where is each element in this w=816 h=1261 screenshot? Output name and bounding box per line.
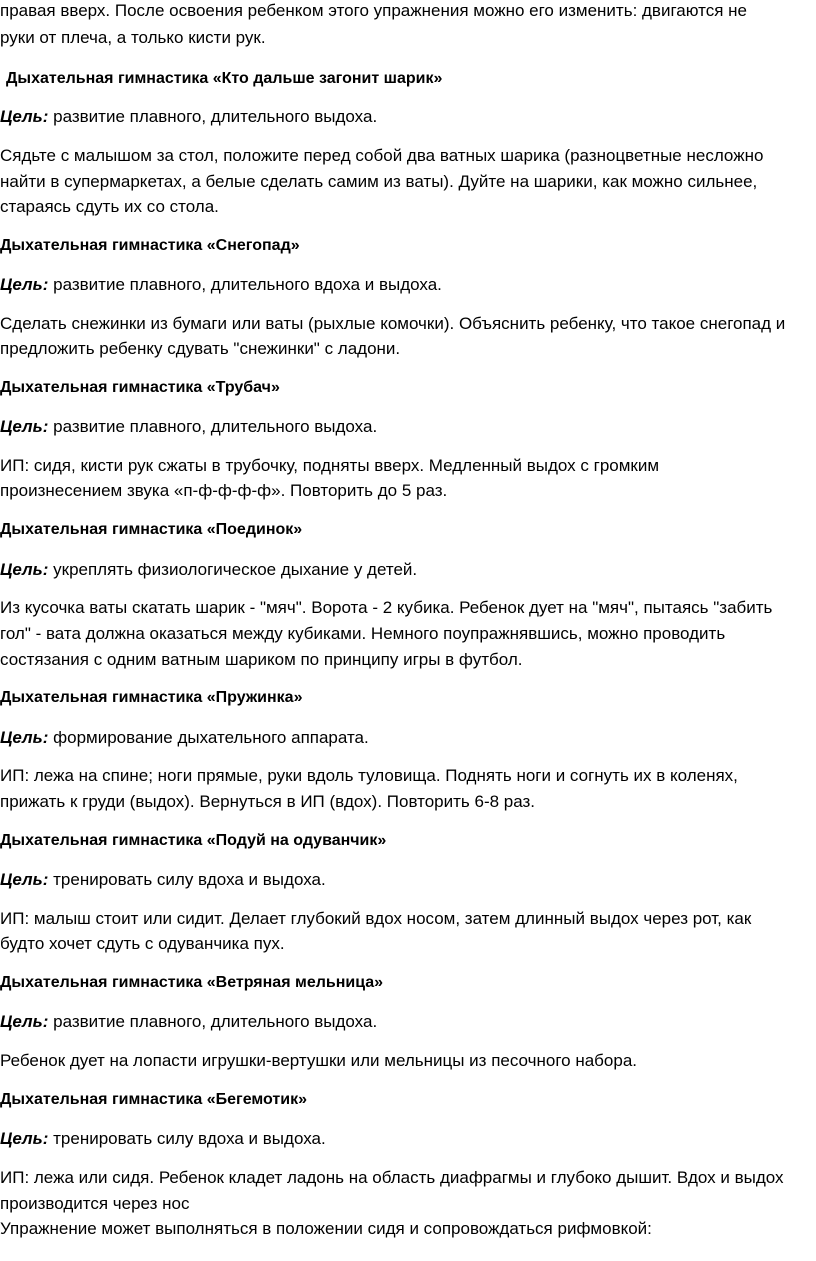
section-title: Дыхательная гимнастика «Снегопад» <box>0 237 300 254</box>
goal-text: укреплять физиологическое дыхание у детей. <box>53 560 418 579</box>
goal-label: Цель: <box>0 870 49 889</box>
goal-label: Цель: <box>0 107 49 126</box>
section-title: Дыхательная гимнастика «Бегемотик» <box>0 1091 307 1108</box>
body-line: Из кусочка ваты скатать шарик - "мяч". Ворота - 2 кубика. Ребенок дует на "мяч", пытаясь "забить <box>0 598 773 617</box>
intro-line: правая вверх. После освоения ребенком этого упражнения можно его изменить: двигаются не <box>0 1 747 20</box>
body-line: Ребенок дует на лопасти игрушки-вертушки или мельницы из песочного набора. <box>0 1051 637 1070</box>
section-title: Дыхательная гимнастика «Подуй на одуванчик» <box>0 832 387 849</box>
goal-label: Цель: <box>0 728 49 747</box>
body-line: Упражнение может выполняться в положении сидя и сопровождаться рифмовкой: <box>0 1219 652 1238</box>
goal-label: Цель: <box>0 275 49 294</box>
section-goal <box>0 728 369 748</box>
section-title: Дыхательная гимнастика «Кто дальше загонит шарик» <box>6 70 443 87</box>
section-title: Дыхательная гимнастика «Ветряная мельница» <box>0 974 384 991</box>
goal-text: развитие плавного, длительного выдоха. <box>53 107 378 126</box>
body-line: состязания с одним ватным шариком по принципу игры в футбол. <box>0 650 523 669</box>
section-title: Дыхательная гимнастика «Трубач» <box>0 379 280 396</box>
goal-text: тренировать силу вдоха и выдоха. <box>53 870 326 889</box>
body-line: будто хочет сдуть с одуванчика пух. <box>0 934 285 953</box>
goal-label: Цель: <box>0 560 49 579</box>
intro-line: руки от плеча, а только кисти рук. <box>0 28 266 47</box>
goal-label: Цель: <box>0 417 49 436</box>
body-line: Сядьте с малышом за стол, положите перед собой два ватных шарика (разноцветные несложно <box>0 146 764 165</box>
body-line: гол" - вата должна оказаться между кубиками. Немного поупражнявшись, можно проводить <box>0 624 726 643</box>
body-line: найти в супермаркетах, а белые сделать самим из ваты). Дуйте на шарики, как можно сильнее, <box>0 172 758 191</box>
goal-text: формирование дыхательного аппарата. <box>53 728 369 747</box>
goal-label: Цель: <box>0 1012 49 1031</box>
body-line: стараясь сдуть их со стола. <box>0 197 219 216</box>
section-goal <box>0 417 377 437</box>
goal-label: Цель: <box>0 1129 49 1148</box>
body-line: произнесением звука «п-ф-ф-ф-ф». Повторить до 5 раз. <box>0 481 448 500</box>
body-line: предложить ребенку сдувать "снежинки" с ладони. <box>0 339 401 358</box>
goal-text: развитие плавного, длительного выдоха. <box>53 1012 378 1031</box>
section-goal <box>0 1129 326 1149</box>
body-line: прижать к груди (выдох). Вернуться в ИП (вдох). Повторить 6-8 раз. <box>0 792 536 811</box>
section-goal <box>0 560 417 580</box>
section-goal <box>0 275 442 295</box>
goal-text: развитие плавного, длительного вдоха и выдоха. <box>53 275 442 294</box>
body-line: Сделать снежинки из бумаги или ваты (рыхлые комочки). Объяснить ребенку, что такое снегопад и <box>0 314 786 333</box>
body-line: ИП: малыш стоит или сидит. Делает глубокий вдох носом, затем длинный выдох через рот, как <box>0 909 752 928</box>
section-goal <box>0 107 377 127</box>
body-line: ИП: лежа или сидя. Ребенок кладет ладонь на область диафрагмы и глубоко дышит. Вдох и выдох <box>0 1168 784 1187</box>
section-goal <box>0 1012 377 1032</box>
goal-text: развитие плавного, длительного выдоха. <box>53 417 378 436</box>
body-line: производится через нос <box>0 1194 190 1213</box>
goal-text: тренировать силу вдоха и выдоха. <box>53 1129 326 1148</box>
body-line: ИП: лежа на спине; ноги прямые, руки вдоль туловища. Поднять ноги и согнуть их в коленях, <box>0 766 738 785</box>
section-title: Дыхательная гимнастика «Пружинка» <box>0 689 303 706</box>
section-goal <box>0 870 326 890</box>
section-title: Дыхательная гимнастика «Поединок» <box>0 521 303 538</box>
body-line: ИП: сидя, кисти рук сжаты в трубочку, подняты вверх. Медленный выдох с громким <box>0 456 660 475</box>
